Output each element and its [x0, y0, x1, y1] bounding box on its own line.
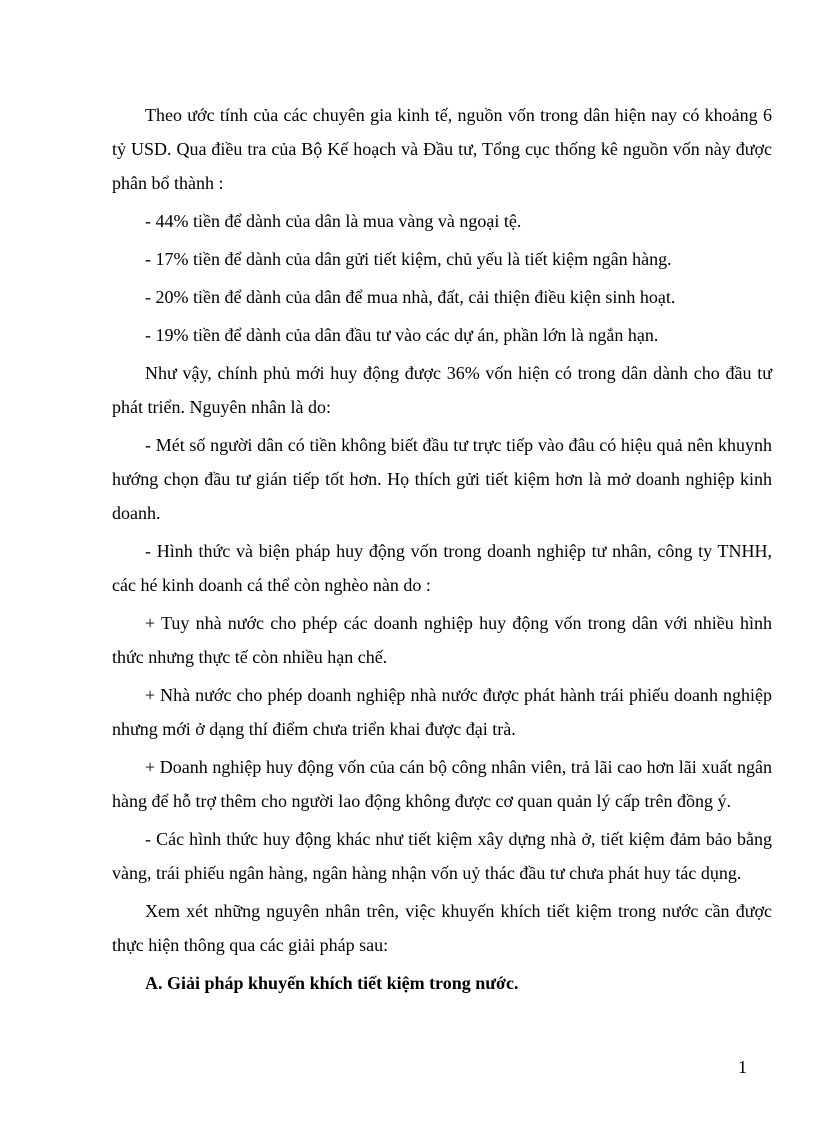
list-item-projects: - 19% tiền để dành của dân đầu tư vào các dự án, phần lớn là ngắn hạn. [145, 325, 659, 345]
list-item-bonds: + Nhà nước cho phép doanh nghiệp nhà nước được phát hành trái phiếu doanh nghiệp nhưng mới ở dạng thí điểm chưa triển khai được đại trà. [112, 685, 772, 739]
list-item-housing: - 20% tiền để dành của dân để mua nhà, đất, cải thiện điều kiện sinh hoạt. [145, 287, 676, 307]
paragraph-conclusion: Xem xét những nguyên nhân trên, việc khuyến khích tiết kiệm trong nước cần được thực hiện thông qua các giải pháp sau: [112, 901, 772, 955]
section-heading: A. Giải pháp khuyến khích tiết kiệm trong nước. [145, 973, 519, 993]
list-item-indirect-investment: - Mét số người dân có tiền không biết đầu tư trực tiếp vào đâu có hiệu quả nên khuynh hướng chọn đầu tư gián tiếp tốt hơn. Họ thích gửi tiết kiệm hơn là mở doanh nghiệp kinh doanh. [112, 435, 772, 523]
list-item-savings: - 17% tiền để dành của dân gửi tiết kiệm, chủ yếu là tiết kiệm ngân hàng. [145, 249, 672, 269]
list-item-mobilization-methods: - Hình thức và biện pháp huy động vốn trong doanh nghiệp tư nhân, công ty TNHH, các hé kinh doanh cá thể còn nghèo nàn do : [112, 541, 772, 595]
page-number: 1 [738, 1057, 747, 1077]
document-body [112, 98, 772, 1000]
list-item-employee-capital: + Doanh nghiệp huy động vốn của cán bộ công nhân viên, trả lãi cao hơn lãi xuất ngân hàng để hỗ trợ thêm cho người lao động không được cơ quan quản lý cấp trên đồng ý. [112, 757, 772, 811]
list-item-other-forms: - Các hình thức huy động khác như tiết kiệm xây dựng nhà ở, tiết kiệm đảm bảo bằng vàng, trái phiếu ngân hàng, ngân hàng nhận vốn uỷ thác đầu tư chưa phát huy tác dụng. [112, 829, 772, 883]
list-item-state-permission: + Tuy nhà nước cho phép các doanh nghiệp huy động vốn trong dân với nhiều hình thức nhưng thực tế còn nhiều hạn chế. [112, 613, 772, 667]
list-item-gold-currency: - 44% tiền để dành của dân là mua vàng và ngoại tệ. [145, 211, 522, 231]
paragraph-mobilized: Như vậy, chính phủ mới huy động được 36% vốn hiện có trong dân dành cho đầu tư phát triển. Nguyên nhân là do: [112, 363, 772, 417]
paragraph-intro: Theo ước tính của các chuyên gia kinh tế, nguồn vốn trong dân hiện nay có khoảng 6 tỷ USD. Qua điều tra của Bộ Kế hoạch và Đầu tư, Tổng cục thống kê nguồn vốn này được phân bổ thành : [112, 105, 772, 193]
